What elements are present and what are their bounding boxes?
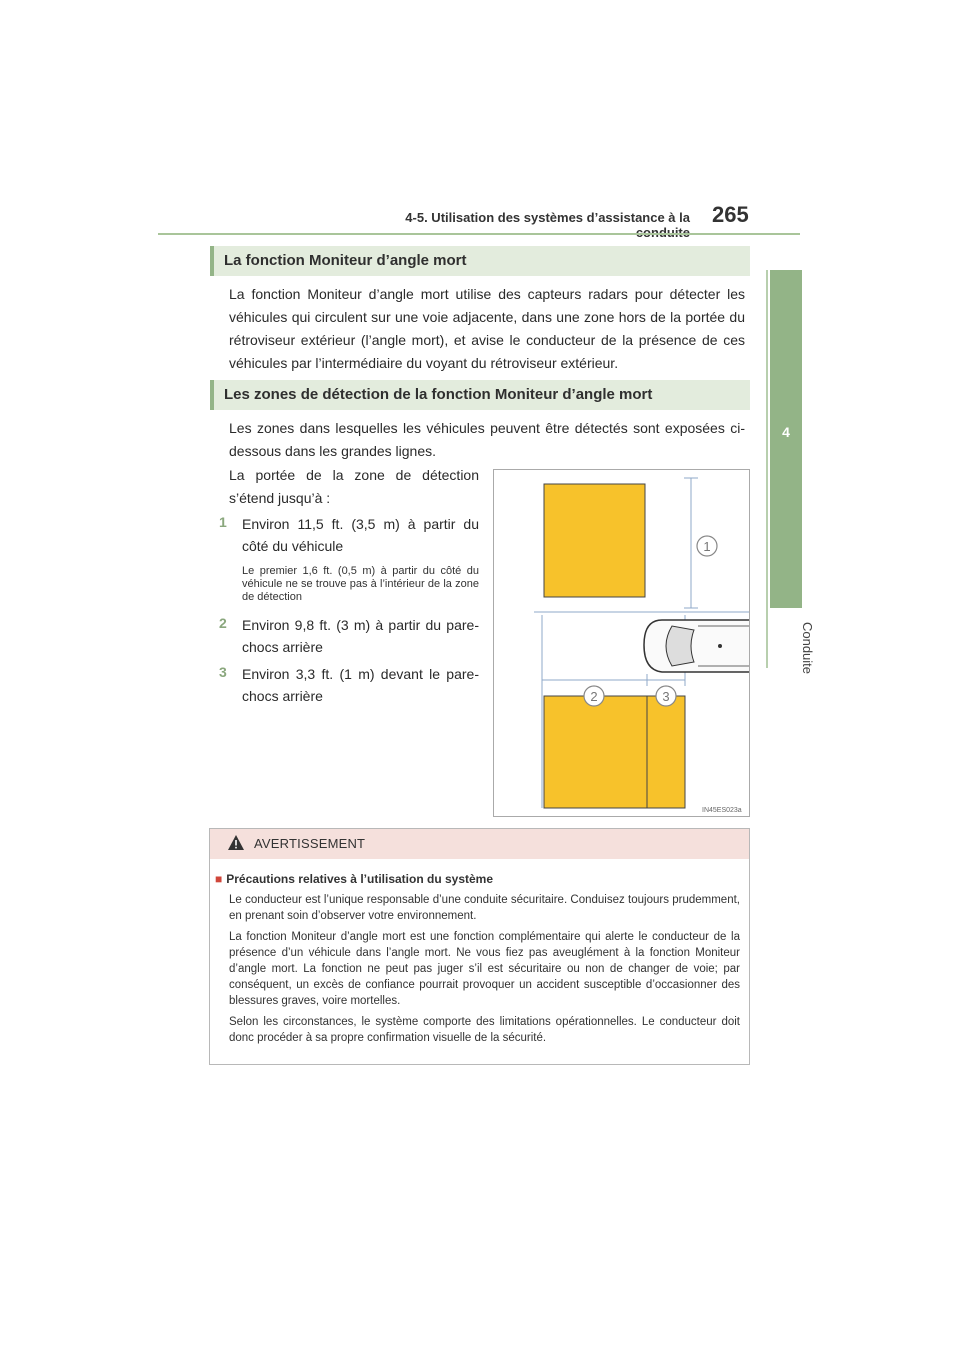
item-number-3: 3 <box>219 664 227 680</box>
item-text-3: Environ 3,3 ft. (1 m) devant le pare-chocs arrière <box>242 666 479 704</box>
item-text-1: Environ 11,5 ft. (3,5 m) à partir du côté du véhicule <box>242 516 479 554</box>
chapter-tab-label: Conduite <box>800 621 815 675</box>
side-tab-rule <box>766 270 768 668</box>
bullet-square-icon: ■ <box>215 872 223 886</box>
warning-title: AVERTISSEMENT <box>254 836 366 851</box>
warning-subtitle-text: Précautions relatives à l’utilisation du système <box>226 872 494 886</box>
warning-subtitle <box>215 872 493 886</box>
figure-code: IN45ES023a <box>702 807 742 814</box>
item-number-1: 1 <box>219 514 227 530</box>
section-body-bsm: La fonction Moniteur d’angle mort utilise des capteurs radars pour détecter les véhicules qui circulent sur une voie adjacente, dans une zone hors de la portée du rétroviseur extérieur (l’angle mort), et avise le conducteur de la présence de ces véhicules par l’intermédiaire du voyant du rétroviseur extérieur. <box>229 286 745 371</box>
warning-triangle-icon <box>227 834 245 856</box>
warning-paragraph-3: Selon les circonstances, le système comporte des limitations opérationnelles. Le conducteur doit donc procéder à sa propre confirmation visuelle de la sécurité. <box>229 1016 740 1044</box>
car-top-view <box>644 620 750 672</box>
label-2: 2 <box>590 689 598 704</box>
warning-paragraph-1: Le conducteur est l’unique responsable d’une conduite sécuritaire. Conduisez toujours prudemment, en prenant soin d’observer votre environnement. <box>229 894 740 922</box>
header-rule <box>158 233 800 235</box>
section-title-bsm: La fonction Moniteur d’angle mort <box>210 246 750 276</box>
chapter-tab-number: 4 <box>782 424 790 440</box>
zones-intro: Les zones dans lesquelles les véhicules peuvent être détectés sont exposées ci-dessous dans les grandes lignes. <box>229 420 745 459</box>
detection-zone-figure <box>493 469 750 817</box>
detection-zone-diagram <box>494 470 750 817</box>
label-1: 1 <box>703 539 711 554</box>
zone-side-area <box>544 484 645 597</box>
item-note-1: Le premier 1,6 ft. (0,5 m) à partir du côté du véhicule ne se trouve pas à l’intérieur de la zone de détection <box>242 565 479 603</box>
chapter-header: 4-5. Utilisation des systèmes d’assistance à la <box>405 210 690 225</box>
item-text-2: Environ 9,8 ft. (3 m) à partir du pare-chocs arrière <box>242 617 479 655</box>
warning-paragraph-2: La fonction Moniteur d’angle mort est une fonction complémentaire qui alerte le conducteur de la présence d’un véhicule dans l’angle mort. Ne vous fiez pas aveuglément à la fonction Moniteur d’angle mort. La fonction ne peut pas juger s’il est sécuritaire ou non de changer de voie; par conséquent, un excès de confiance pourrait provoquer un accident susceptible d’occasionner des blessures graves, voire mortelles. <box>229 931 740 1007</box>
page-number: 265 <box>712 202 749 227</box>
item-number-2: 2 <box>219 615 227 631</box>
label-3: 3 <box>662 689 670 704</box>
zone-rear-area <box>544 696 685 808</box>
section-title-zones: Les zones de détection de la fonction Moniteur d’angle mort <box>210 380 750 410</box>
range-intro: La portée de la zone de détection s’étend jusqu’à : <box>229 467 479 506</box>
